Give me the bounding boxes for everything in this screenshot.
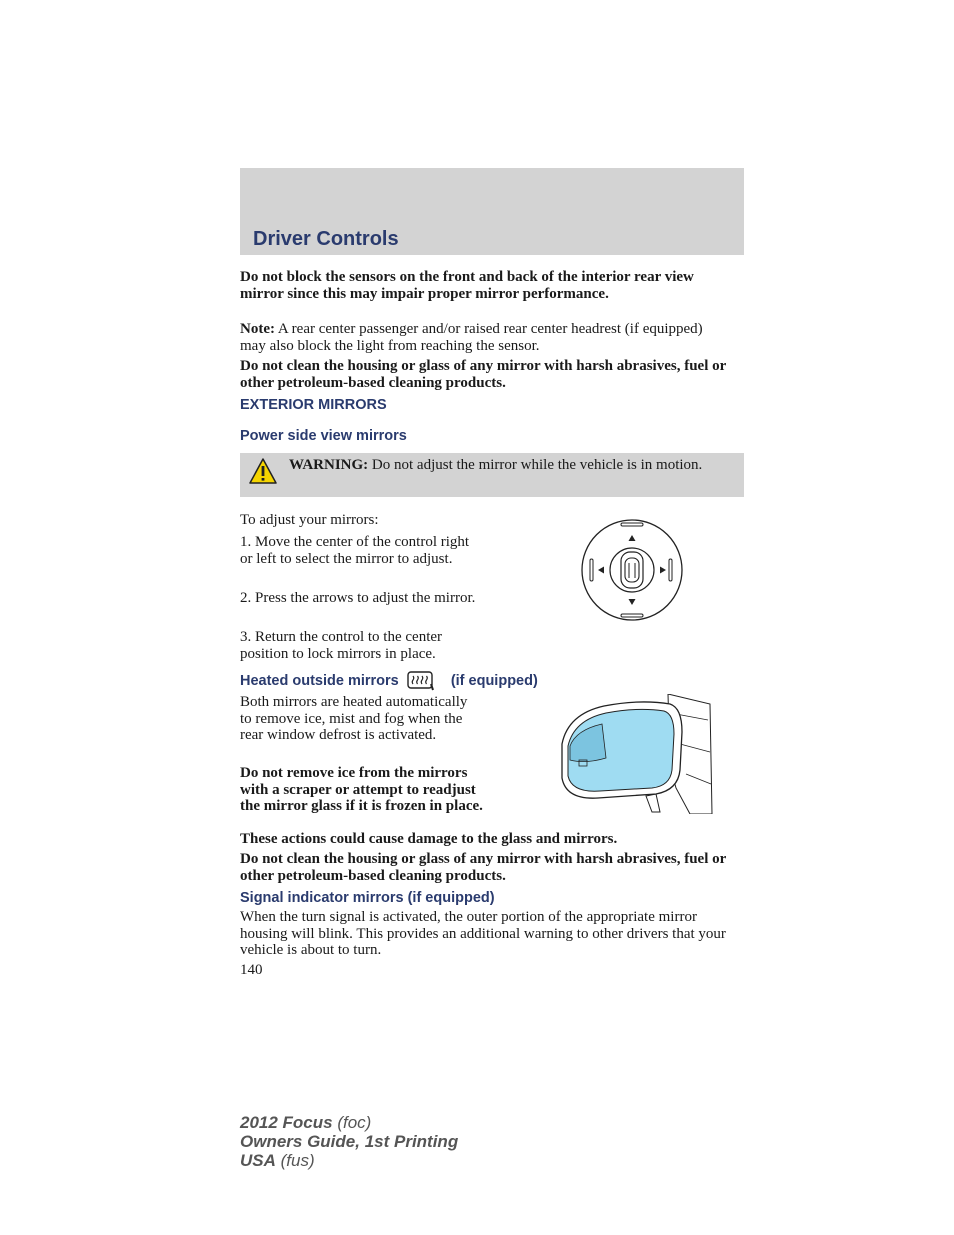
note-text: A rear center passenger and/or raised rear center headrest (if equipped) may also block the light from reaching the sensor. [240,321,703,354]
footer-region: USA [240,1151,276,1170]
warning-text [289,457,729,474]
warning-label: WARNING: [289,457,369,473]
sensor-warning: Do not block the sensors on the front and back of the interior rear view mirror since this may impair proper mirror performance. [240,269,694,302]
rear-defrost-icon [407,670,435,692]
signal-mirrors-heading: Signal indicator mirrors (if equipped) [240,890,495,906]
cleaning-warning: Do not clean the housing or glass of any mirror with harsh abrasives, fuel or other petroleum-based cleaning products. [240,358,726,391]
step-2: 2. Press the arrows to adjust the mirror. [240,590,476,606]
footer [240,1113,458,1170]
adjust-intro: To adjust your mirrors: [240,512,379,528]
footer-line-1 [240,1113,458,1132]
footer-model-code: (foc) [332,1113,372,1132]
mirror-control-illustration [580,518,684,622]
footer-model: 2012 Focus [240,1113,333,1132]
heated-warning-3: Do not clean the housing or glass of any mirror with harsh abrasives, fuel or other petroleum-based cleaning products. [240,851,726,884]
heated-heading-suffix: (if equipped) [450,672,538,689]
signal-body: When the turn signal is activated, the outer portion of the appropriate mirror housing will blink. This provides an additional warning to other drivers that your vehicle is about to turn. [240,909,726,958]
note-paragraph [240,321,730,354]
heated-mirror-illustration [558,694,714,814]
heated-body: Both mirrors are heated automatically to remove ice, mist and fog when the rear window defrost is activated. [240,694,468,743]
page-title: Driver Controls [253,228,399,250]
warning-triangle-icon [249,457,277,485]
power-mirrors-heading: Power side view mirrors [240,428,407,444]
footer-region-code: (fus) [275,1151,315,1170]
heated-heading-text: Heated outside mirrors [240,672,399,689]
page-number: 140 [240,962,263,978]
warning-message: Do not adjust the mirror while the vehicle is in motion. [368,457,703,473]
heated-mirrors-heading [240,670,538,692]
step-1: 1. Move the center of the control right or left to select the mirror to adjust. [240,534,470,567]
note-label: Note: [240,321,275,337]
footer-line-2 [240,1132,458,1151]
footer-guide: Owners Guide, 1st Printing [240,1132,459,1151]
footer-line-3 [240,1151,458,1170]
exterior-mirrors-heading: EXTERIOR MIRRORS [240,397,387,413]
heated-warning-2: These actions could cause damage to the glass and mirrors. [240,831,618,847]
step-3: 3. Return the control to the center position to lock mirrors in place. [240,629,443,662]
heated-warning-1: Do not remove ice from the mirrors with a scraper or attempt to readjust the mirror glass if it is frozen in place. [240,765,483,814]
